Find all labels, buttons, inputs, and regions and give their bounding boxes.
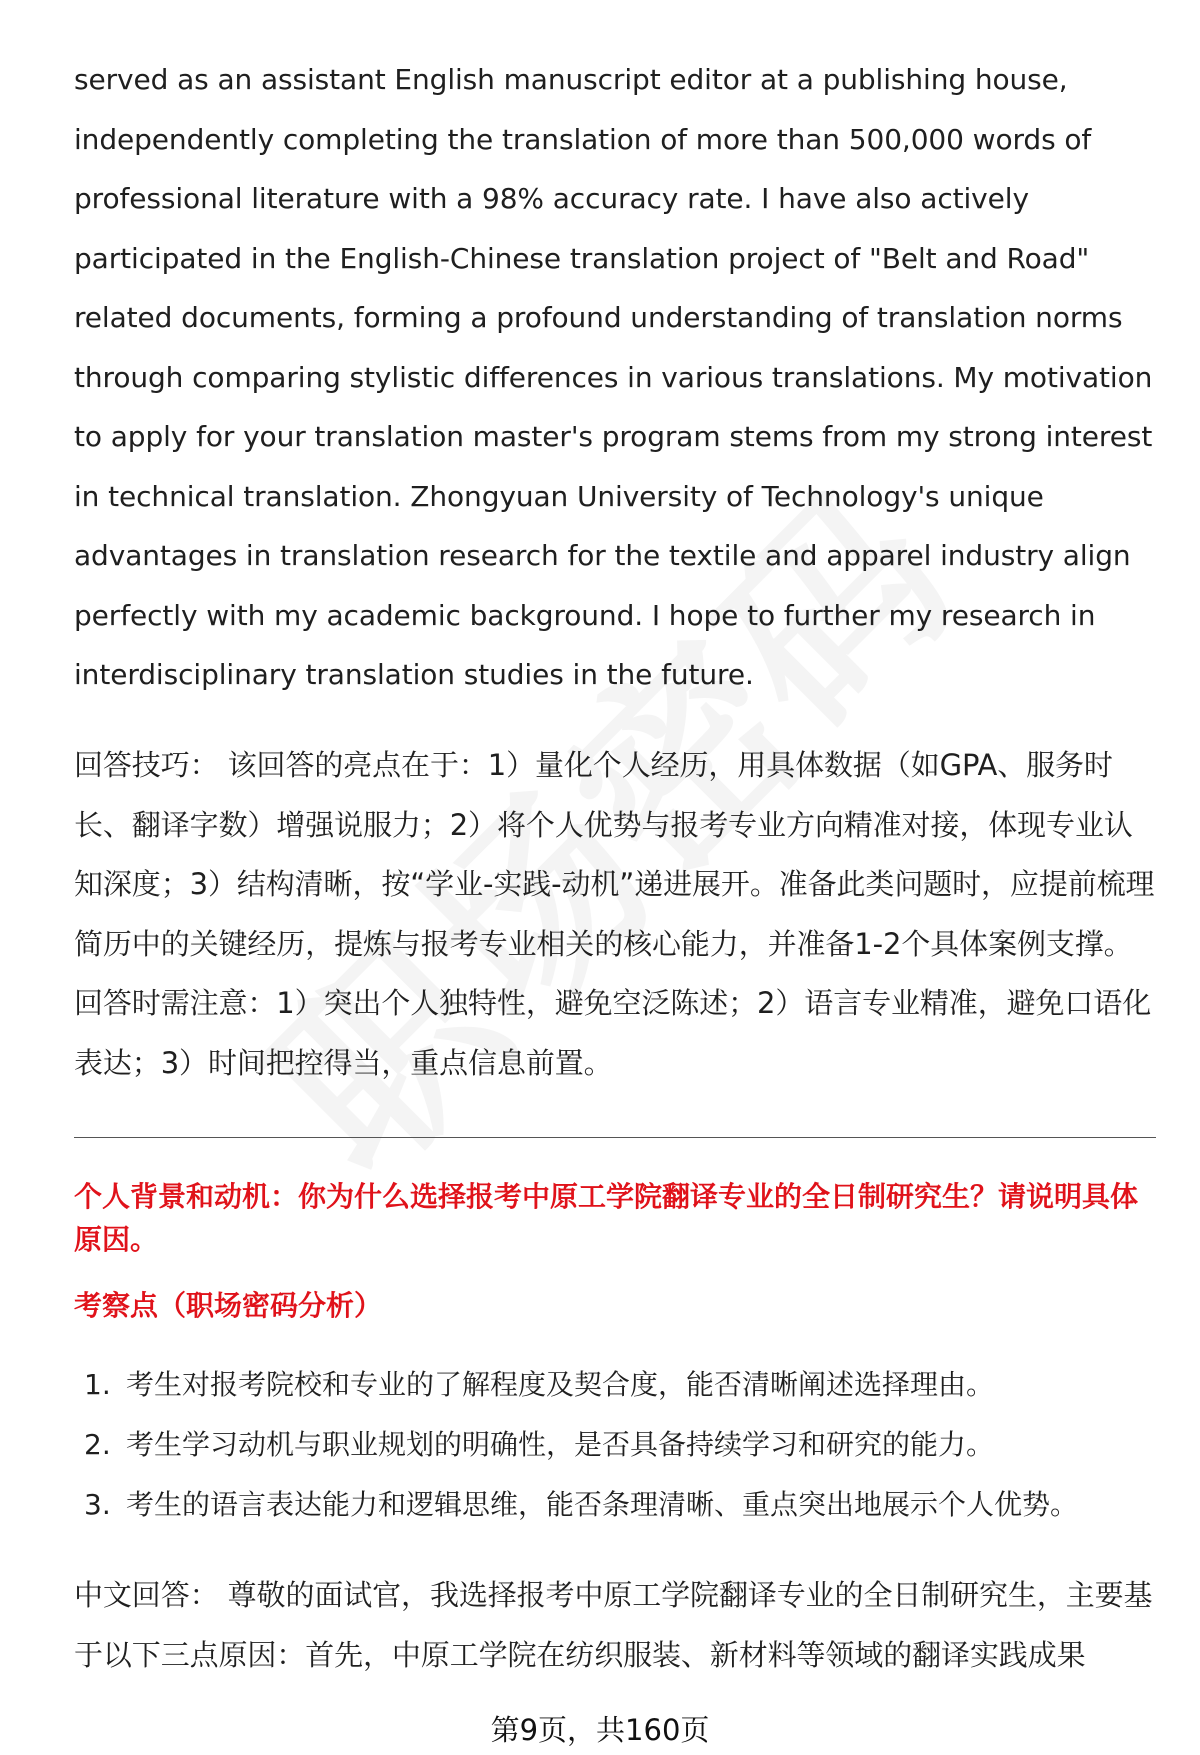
assessment-points-list <box>74 1355 1156 1535</box>
list-item-text: 考生学习动机与职业规划的明确性，是否具备持续学习和研究的能力。 <box>126 1428 995 1461</box>
chinese-answer-label: 中文回答： <box>74 1578 219 1612</box>
tips-label: 回答技巧： <box>74 748 219 782</box>
list-item-number: 1. <box>84 1368 111 1401</box>
page-number-footer: 第9页，共160页 <box>490 1713 710 1747</box>
list-item <box>74 1415 1156 1475</box>
answer-tips-paragraph <box>74 736 1156 1093</box>
chinese-answer-text: 尊敬的面试官，我选择报考中原工学院翻译专业的全日制研究生，主要基于以下三点原因：首先，中原工学院在纺织服装、新材料等领域的翻译实践成果 <box>74 1578 1153 1672</box>
list-item-text: 考生对报考院校和专业的了解程度及契合度，能否清晰阐述选择理由。 <box>126 1368 995 1401</box>
list-item-number: 3. <box>84 1488 111 1521</box>
tips-text: 该回答的亮点在于：1）量化个人经历，用具体数据（如GPA、服务时长、翻译字数）增强说服力；2）将个人优势与报考专业方向精准对接，体现专业认知深度；3）结构清晰，按“学业-实践-动机”递进展开。准备此类问题时，应提前梳理简历中的关键经历，提炼与报考专业相关的核心能力，并准备1-2个具体案例支撑。回答时需注意：1）突出个人独特性，避免空泛陈述；2）语言专业精准，避免口语化表达；3）时间把控得当，重点信息前置。 <box>74 748 1155 1080</box>
section-divider <box>74 1137 1156 1138</box>
assessment-points-title: 考察点（职场密码分析） <box>74 1289 383 1322</box>
list-item <box>74 1355 1156 1415</box>
list-item <box>74 1475 1156 1535</box>
list-item-number: 2. <box>84 1428 111 1461</box>
chinese-answer-paragraph <box>74 1566 1156 1685</box>
question-heading: 个人背景和动机：你为什么选择报考中原工学院翻译专业的全日制研究生？请说明具体原因。 <box>74 1180 1139 1256</box>
english-answer-paragraph: served as an assistant English manuscript editor at a publishing house, independently completing the translation of more than 500,000 words of professional literature with a 98% accuracy rate. I have also actively participated in the English-Chinese translation project of "Belt and Road" related documents, forming a profound understanding of translation norms through comparing stylistic differences in various translations. My motivation to apply for your translation master's program stems from my strong interest in technical translation. Zhongyuan University of Technology's unique advantages in translation research for the textile and apparel industry align perfectly with my academic background. I hope to further my research in interdisciplinary translation studies in the future. <box>74 63 1153 691</box>
list-item-text: 考生的语言表达能力和逻辑思维，能否条理清晰、重点突出地展示个人优势。 <box>126 1488 1079 1521</box>
